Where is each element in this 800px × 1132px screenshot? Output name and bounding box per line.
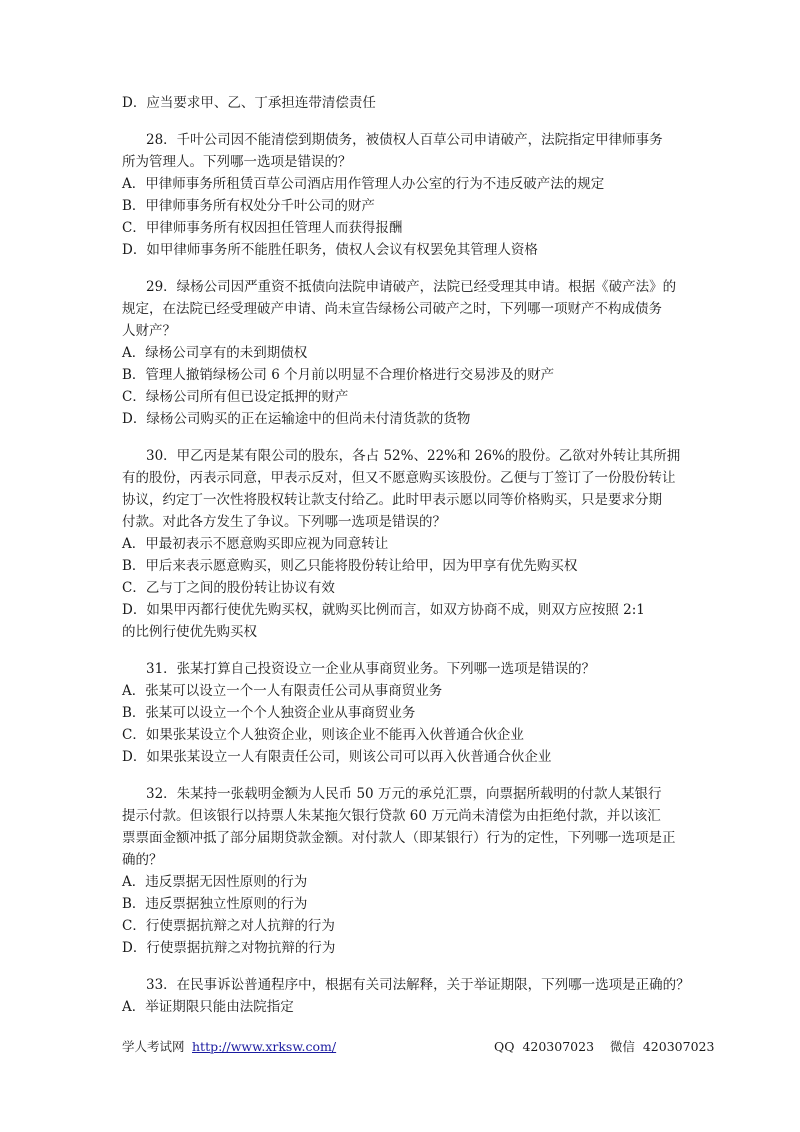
question-block	[122, 129, 692, 261]
question-stem-line: 32．朱某持一张载明金额为人民币 50 万元的承兑汇票，向票据所载明的付款人某银行	[146, 786, 662, 802]
answer-option: A．甲最初表示不愿意购买即应视为同意转让	[122, 536, 389, 552]
answer-option: A．违反票据无因性原则的行为	[122, 874, 308, 890]
footer-contact: QQ 420307023 微信 420307023	[494, 1039, 715, 1054]
question-block	[122, 658, 692, 768]
question-stem-line: 票票面金额冲抵了部分届期贷款金额。对付款人（即某银行）行为的定性，下列哪一选项是正	[122, 830, 676, 846]
question-block	[122, 276, 692, 430]
question-stem-line: 有的股份，丙表示同意，甲表示反对，但又不愿意购买该股份。乙便与丁签订了一份股份转让	[122, 470, 676, 486]
answer-option: B．张某可以设立一个个人独资企业从事商贸业务	[122, 705, 416, 721]
question-block	[122, 974, 692, 1018]
question-stem-line: 29．绿杨公司因严重资不抵债向法院申请破产，法院已经受理其申请。根据《破产法》的	[146, 279, 677, 295]
answer-option: B．管理人撤销绿杨公司 6 个月前以明显不合理价格进行交易涉及的财产	[122, 367, 555, 383]
footer-url-link[interactable]: http://www.xrksw.com/	[192, 1039, 337, 1054]
answer-option: A．张某可以设立一个一人有限责任公司从事商贸业务	[122, 683, 443, 699]
answer-option: D．绿杨公司购买的正在运输途中的但尚未付清货款的货物	[122, 411, 471, 427]
question-stem-line: 规定，在法院已经受理破产申请、尚未宣告绿杨公司破产之时，下列哪一项财产不构成债务	[122, 301, 662, 317]
question-block	[122, 783, 692, 959]
answer-option: C．乙与丁之间的股份转让协议有效	[122, 580, 335, 596]
answer-option: C．行使票据抗辩之对人抗辩的行为	[122, 918, 335, 934]
question-block	[122, 445, 692, 643]
answer-option: B．违反票据独立性原则的行为	[122, 896, 308, 912]
question-stem-line: 所为管理人。下列哪一选项是错误的？	[122, 154, 352, 170]
answer-option: D．如甲律师事务所不能胜任职务，债权人会议有权罢免其管理人资格	[122, 242, 538, 258]
question-stem	[122, 974, 692, 996]
question-stem-line: 提示付款。但该银行以持票人朱某拖欠银行贷款 60 万元尚未清偿为由拒绝付款，并以该汇	[122, 808, 661, 824]
question-stem-line: 人财产？	[122, 323, 176, 339]
answer-option: D．行使票据抗辩之对物抗辩的行为	[122, 940, 336, 956]
answer-option: C．绿杨公司所有但已设定抵押的财产	[122, 389, 349, 405]
question-stem	[122, 445, 692, 533]
page-footer	[122, 1038, 715, 1056]
answer-option: D．如果张某设立一人有限责任公司，则该公司可以再入伙普通合伙企业	[122, 749, 552, 765]
answer-option: B．甲律师事务所有权处分千叶公司的财产	[122, 198, 375, 214]
answer-option: D．如果甲丙都行使优先购买权，就购买比例而言，如双方协商不成，则双方应按照 2:1	[122, 602, 645, 618]
question-stem	[122, 658, 692, 680]
answer-option: A．甲律师事务所租赁百草公司酒店用作管理人办公室的行为不违反破产法的规定	[122, 176, 605, 192]
question-stem-line: 协议，约定丁一次性将股权转让款支付给乙。此时甲表示愿以同等价格购买，只是要求分期	[122, 492, 662, 508]
question-stem-line: 确的？	[122, 852, 163, 868]
question-stem-line: 28．千叶公司因不能清偿到期债务，被债权人百草公司申请破产，法院指定甲律师事务	[146, 132, 663, 148]
question-list	[122, 129, 692, 1018]
answer-option: A．绿杨公司享有的未到期债权	[122, 345, 308, 361]
question-stem-line: 31．张某打算自己投资设立一企业从事商贸业务。下列哪一选项是错误的？	[146, 661, 596, 677]
answer-option: A．举证期限只能由法院指定	[122, 999, 294, 1015]
option-line: D．应当要求甲、乙、丁承担连带清偿责任	[122, 95, 376, 111]
question-stem-line: 30．甲乙丙是某有限公司的股东，各占 52%、22%和 26%的股份。乙欲对外转让其所拥	[146, 448, 681, 464]
question-stem	[122, 276, 692, 342]
document-body	[122, 92, 692, 1018]
answer-option: C．甲律师事务所有权因担任管理人而获得报酬	[122, 220, 403, 236]
question-stem	[122, 783, 692, 871]
question-stem-line: 33．在民事诉讼普通程序中，根据有关司法解释，关于举证期限，下列哪一选项是正确的？	[146, 977, 690, 993]
question-stem-line: 付款。对此各方发生了争议。下列哪一选项是错误的？	[122, 514, 446, 530]
footer-site-name: 学人考试网	[122, 1039, 185, 1054]
question-stem	[122, 129, 692, 173]
answer-option: C．如果张某设立个人独资企业，则该企业不能再入伙普通合伙企业	[122, 727, 524, 743]
answer-option: 的比例行使优先购买权	[122, 624, 257, 640]
answer-option: B．甲后来表示愿意购买，则乙只能将股份转让给甲，因为甲享有优先购买权	[122, 558, 578, 574]
